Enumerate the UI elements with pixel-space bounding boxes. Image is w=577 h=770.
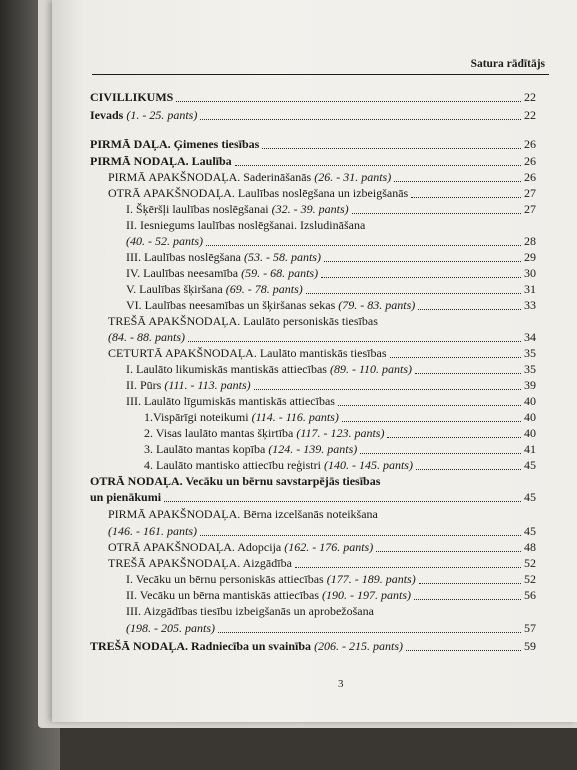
dot-leader [352, 213, 521, 214]
toc-entry-page: 28 [524, 234, 536, 248]
toc-entry [90, 505, 536, 523]
toc-entry-title [90, 135, 259, 153]
toc-entry-page: 26 [524, 170, 536, 184]
toc-entry-text: 4. Laulāto mantisko attiecību reģistri [144, 458, 324, 472]
toc-entry-text: TREŠĀ APAKŠNODAĻA. Aizgādība [108, 556, 292, 570]
toc-entry-title [108, 505, 378, 523]
toc-entry [90, 602, 536, 620]
toc-entry-page: 45 [524, 458, 536, 472]
toc-entry-page: 48 [524, 540, 536, 554]
toc-entry-page: 35 [524, 362, 536, 376]
toc-entry-text: (69. - 78. pants) [225, 282, 303, 296]
toc-entry [90, 488, 536, 506]
dot-leader [415, 373, 521, 374]
toc-entry-text: (89. - 110. pants) [329, 362, 413, 376]
toc-entry-text: TREŠĀ APAKŠNODAĻA. Laulāto personiskās tiesības [108, 314, 378, 328]
dot-leader [206, 245, 521, 246]
toc-entry-text: III. Laulības noslēgšana [126, 250, 244, 264]
toc-entry-page: 41 [524, 442, 536, 456]
toc-entry-title [90, 637, 403, 655]
toc-entry-text: OTRĀ NODAĻA. Vecāku un bērnu savstarpējās tiesības [90, 474, 381, 488]
toc-entry-text: IV. Laulības neesamība [126, 266, 242, 280]
toc-entry-page: 26 [524, 154, 536, 168]
dot-leader [200, 535, 521, 536]
toc-entry-text: I. Laulāto likumiskās mantiskās attiecības [126, 362, 330, 376]
toc-entry-text: OTRĀ APAKŠNODAĻA. Laulības noslēgšana un izbeigšanās [108, 186, 409, 200]
toc-entry-page: 22 [524, 90, 536, 104]
toc-entry-page: 39 [524, 378, 536, 392]
dot-leader [394, 181, 521, 182]
dot-leader [235, 165, 521, 166]
toc-entry-text: PIRMĀ DAĻA. Ģimenes tiesības [90, 137, 260, 151]
toc-entry-text: II. Iesniegums laulības noslēgšanai. Izsludināšana [126, 218, 366, 232]
book-page [52, 0, 577, 722]
toc-entry-text: CETURTĀ APAKŠNODAĻA. Laulāto mantiskās tiesības [108, 346, 387, 360]
dot-leader [176, 101, 521, 102]
toc-entry-page: 40 [524, 394, 536, 408]
dot-leader [416, 469, 521, 470]
dot-leader [376, 551, 521, 552]
toc-entry-text: (146. - 161. pants) [108, 524, 197, 538]
dot-leader [338, 405, 521, 406]
dot-leader [418, 309, 521, 310]
toc-entry-page: 45 [524, 524, 536, 538]
toc-entry-text: 2. Visas laulāto mantas šķirtība [144, 426, 297, 440]
toc-entry-text: VI. Laulības neesamības un šķiršanas sekas [126, 298, 339, 312]
toc-entry-title [90, 88, 173, 106]
toc-entry-page: 40 [524, 410, 536, 424]
toc-entry-text: (59. - 68. pants) [241, 266, 319, 280]
toc-entry-page: 22 [524, 108, 536, 122]
toc-entry-text: (198. - 205. pants) [126, 621, 215, 635]
toc-entry-page: 52 [524, 572, 536, 586]
toc-entry-title [90, 106, 197, 124]
dot-leader [406, 650, 521, 651]
dot-leader [321, 277, 521, 278]
toc-entry [90, 619, 536, 637]
toc-entry-text: (124. - 139. pants) [268, 442, 358, 456]
dot-leader [390, 357, 522, 358]
toc-entry-page: 26 [524, 137, 536, 151]
toc-entry-text: (140. - 145. pants) [323, 458, 413, 472]
toc-entry-text: 3. Laulāto mantas kopība [144, 442, 269, 456]
dot-leader [324, 261, 521, 262]
toc-entry-title [90, 488, 161, 506]
toc-entry-page: 27 [524, 186, 536, 200]
dot-leader [414, 599, 521, 600]
toc-entry-text: (117. - 123. pants) [296, 426, 385, 440]
page-number: 3 [338, 678, 344, 690]
header-rule [92, 74, 549, 75]
toc-entry-text: (32. - 39. pants) [271, 202, 349, 216]
toc-entry-text: PIRMĀ NODAĻA. Laulība [90, 154, 232, 168]
toc-entry-text: (114. - 116. pants) [251, 410, 339, 424]
page-header: Satura rādītājs [470, 58, 545, 70]
toc-entry-text: V. Laulības šķiršana [126, 282, 226, 296]
dot-leader [411, 197, 521, 198]
toc-entry-text: (40. - 52. pants) [126, 234, 203, 248]
toc-entry-title [126, 619, 215, 637]
toc-entry-page: 31 [524, 282, 536, 296]
dot-leader [188, 341, 521, 342]
toc-entry-title [126, 602, 374, 620]
dot-leader [387, 437, 521, 438]
toc-entry-page: 29 [524, 250, 536, 264]
dot-leader [360, 453, 521, 454]
toc-entry-text: (162. - 176. pants) [284, 540, 374, 554]
toc-entry [90, 135, 536, 153]
toc-entry-text: un pienākumi [90, 490, 162, 504]
dot-leader [419, 583, 521, 584]
toc-entry-text: III. Laulāto līgumiskās mantiskās attiecības [126, 394, 335, 408]
toc-entry [90, 106, 536, 124]
toc-entry-page: 35 [524, 346, 536, 360]
toc-entry-text: CIVILLIKUMS [90, 90, 174, 104]
dot-leader [164, 501, 521, 502]
toc-entry-text: II. Pūrs [126, 378, 165, 392]
toc-entry-page: 45 [524, 490, 536, 504]
dot-leader [306, 293, 521, 294]
toc-entry-text: (177. - 189. pants) [326, 572, 416, 586]
dot-leader [262, 148, 521, 149]
toc-entry-page: 56 [524, 588, 536, 602]
toc-entry-text: (26. - 31. pants) [314, 170, 392, 184]
dot-leader [218, 632, 521, 633]
dot-leader [342, 421, 521, 422]
toc-entry-text: (84. - 88. pants) [108, 330, 185, 344]
toc-entry-page: 57 [524, 621, 536, 635]
toc-entry-text: (53. - 58. pants) [243, 250, 321, 264]
toc-entry-text: PIRMĀ APAKŠNODAĻA. Bērna izcelšanās noteikšana [108, 507, 378, 521]
toc-entry-text: PIRMĀ APAKŠNODAĻA. Saderināšanās [108, 170, 315, 184]
toc-entry-page: 33 [524, 298, 536, 312]
toc-entry-text: (206. - 215. pants) [314, 639, 404, 653]
toc-entry-text: TREŠĀ NODAĻA. Radniecība un svainība [90, 639, 315, 653]
toc-entry-text: (190. - 197. pants) [322, 588, 412, 602]
toc-entry-text: II. Vecāku un bērna mantiskās attiecības [126, 588, 323, 602]
toc-entry-page: 30 [524, 266, 536, 280]
toc-entry-text: Ievads [90, 108, 127, 122]
toc-entry-page: 40 [524, 426, 536, 440]
toc-entry-page: 27 [524, 202, 536, 216]
dot-leader [200, 119, 521, 120]
toc-entry [90, 637, 536, 655]
toc-entry-text: (111. - 113. pants) [164, 378, 251, 392]
toc-entry-text: (1. - 25. pants) [126, 108, 198, 122]
toc-entry-text: OTRĀ APAKŠNODAĻA. Adopcija [108, 540, 285, 554]
dot-leader [254, 389, 521, 390]
toc-entry-text: (79. - 83. pants) [338, 298, 416, 312]
toc-entry-page: 59 [524, 639, 536, 653]
dot-leader [295, 567, 521, 568]
toc-entry-page: 52 [524, 556, 536, 570]
toc-entry [90, 88, 536, 106]
toc-entry-text: 1.Vispārīgi noteikumi [144, 410, 252, 424]
toc-entry-text: I. Vecāku un bērnu personiskās attiecības [126, 572, 327, 586]
toc-entry-page: 34 [524, 330, 536, 344]
toc-entry-text: III. Aizgādības tiesību izbeigšanās un aprobežošana [126, 604, 374, 618]
toc-entry-text: I. Šķēršļi laulības noslēgšanai [126, 202, 272, 216]
